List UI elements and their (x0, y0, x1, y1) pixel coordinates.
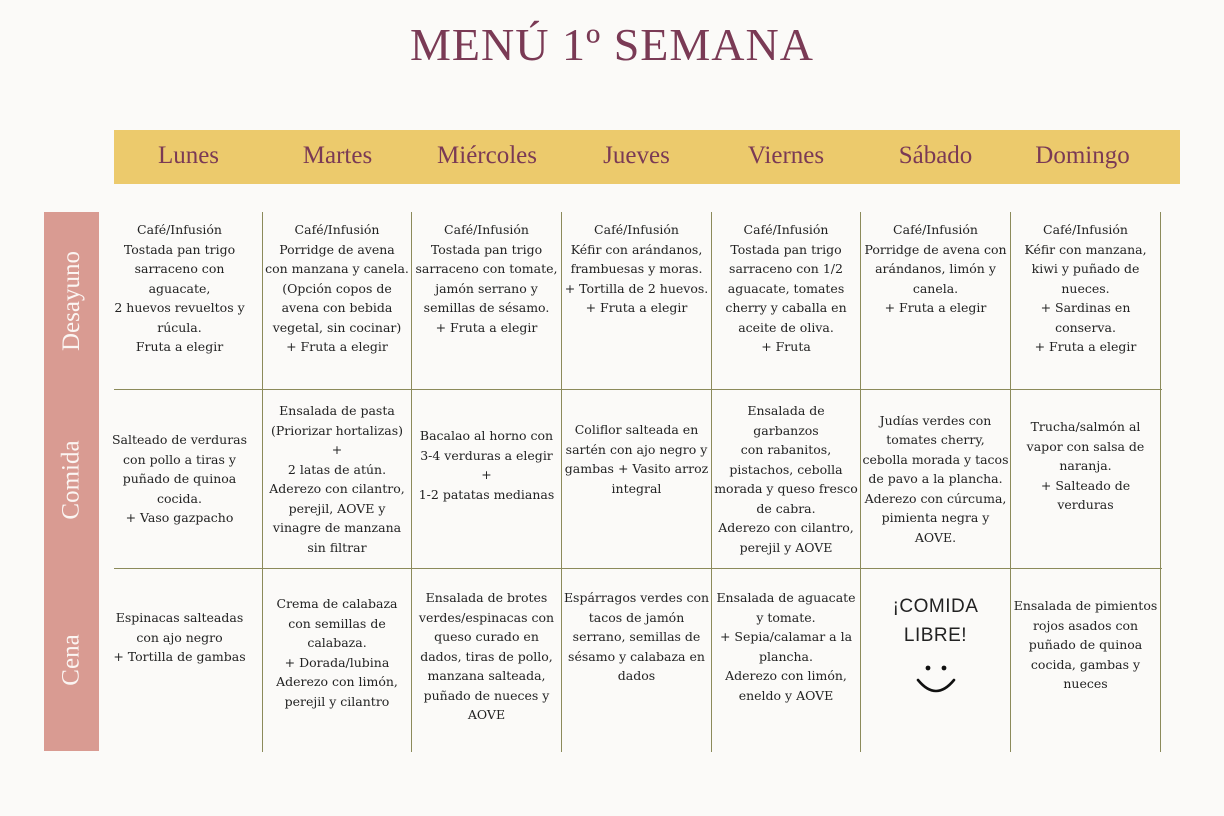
row-divider-1 (114, 389, 1162, 390)
cell-cena-jueves: Espárragos verdes con tacos de jamón serrano, semillas de sésamo y calabaza en dados (563, 590, 710, 683)
day-sabado: Sábado (898, 142, 973, 169)
day-jueves: Jueves (603, 142, 670, 169)
cell-cena-domingo: Ensalada de pimientos rojos asados con puñado de quinoa cocida, gambas y nueces (1013, 598, 1158, 691)
cell-desayuno-domingo: Café/Infusión Kéfir con manzana, kiwi y puñado de nueces. + Sardinas en conserva. + Fruta a elegir (1024, 222, 1147, 354)
cell-desayuno-jueves: Café/Infusión Kéfir con arándanos, frambuesas y moras. + Tortilla de 2 huevos. + Fruta a elegir (564, 222, 709, 315)
page-title: MENÚ 1º SEMANA (410, 19, 814, 70)
col-divider-4 (711, 212, 712, 752)
cell-cena-lunes: Espinacas salteadas con ajo negro + Tortilla de gambas (113, 610, 246, 664)
day-martes: Martes (302, 142, 373, 169)
cell-cena-martes: Crema de calabaza con semillas de calabaza. + Dorada/lubina Aderezo con limón, perejil y cilantro (276, 596, 398, 709)
day-lunes: Lunes (157, 142, 220, 169)
cell-comida-jueves: Coliflor salteada en sartén con ajo negro y gambas + Vasito arroz integral (564, 422, 709, 496)
cell-comida-miercoles: Bacalao al horno con 3-4 verduras a elegir + 1-2 patatas medianas (418, 428, 555, 502)
cell-desayuno-viernes: Café/Infusión Tostada pan trigo sarraceno con 1/2 aguacate, tomates cherry y caballa en aceite de oliva. + Fruta (725, 222, 847, 354)
cell-comida-martes: Ensalada de pasta (Priorizar hortalizas) + 2 latas de atún. Aderezo con cilantro, perejil, AOVE y vinagre de manzana sin filtrar (269, 403, 405, 555)
cell-comida-lunes: Salteado de verduras con pollo a tiras y puñado de quinoa cocida. + Vaso gazpacho (111, 432, 248, 526)
smiley-icon (914, 662, 958, 698)
cell-desayuno-miercoles: Café/Infusión Tostada pan trigo sarraceno con tomate, jamón serrano y semillas de sésamo. + Fruta a elegir (415, 222, 558, 335)
meal-label-comida: Comida (57, 439, 85, 520)
day-domingo: Domingo (1035, 142, 1130, 169)
cell-cena-sabado: ¡COMIDA LIBRE! (892, 596, 979, 646)
cell-comida-sabado: Judías verdes con tomates cherry, cebolla morada y tacos de pavo a la plancha. Aderezo con cúrcuma, pimienta negra y AOVE. (862, 412, 1009, 545)
cell-comida-viernes: Ensalada de garbanzos con rabanitos, pistachos, cebolla morada y queso fresco de cabra. Aderezo con cilantro, perejil y AOVE (714, 403, 858, 555)
col-divider-2 (411, 212, 412, 752)
meals-sidebar (44, 212, 99, 751)
col-divider-1 (262, 212, 263, 752)
row-divider-2 (114, 568, 1162, 569)
cell-desayuno-lunes: Café/Infusión Tostada pan trigo sarraceno con aguacate, 2 huevos revueltos y rúcula. Fruta a elegir (114, 222, 245, 354)
meal-label-cena: Cena (57, 634, 85, 686)
meal-label-desayuno: Desayuno (57, 251, 85, 351)
col-divider-5 (860, 212, 861, 752)
days-header (114, 130, 1180, 184)
col-divider-6 (1010, 212, 1011, 752)
col-divider-7 (1160, 212, 1161, 752)
cell-desayuno-martes: Café/Infusión Porridge de avena con manzana y canela. (Opción copos de avena con bebida vegetal, sin cocinar) + Fruta a elegir (265, 222, 409, 354)
day-miercoles: Miércoles (437, 142, 537, 169)
cell-cena-viernes: Ensalada de aguacate y tomate. + Sepia/calamar a la plancha. Aderezo con limón, eneldo y AOVE (716, 590, 856, 703)
cell-cena-miercoles: Ensalada de brotes verdes/espinacas con queso curado en dados, tiras de pollo, manzana salteada, puñado de nueces y AOVE (418, 590, 555, 722)
cell-comida-domingo: Trucha/salmón al vapor con salsa de naranja. + Salteado de verduras (1026, 419, 1145, 512)
col-divider-3 (561, 212, 562, 752)
cell-desayuno-sabado: Café/Infusión Porridge de avena con arándanos, limón y canela. + Fruta a elegir (864, 222, 1007, 315)
day-viernes: Viernes (747, 142, 825, 169)
